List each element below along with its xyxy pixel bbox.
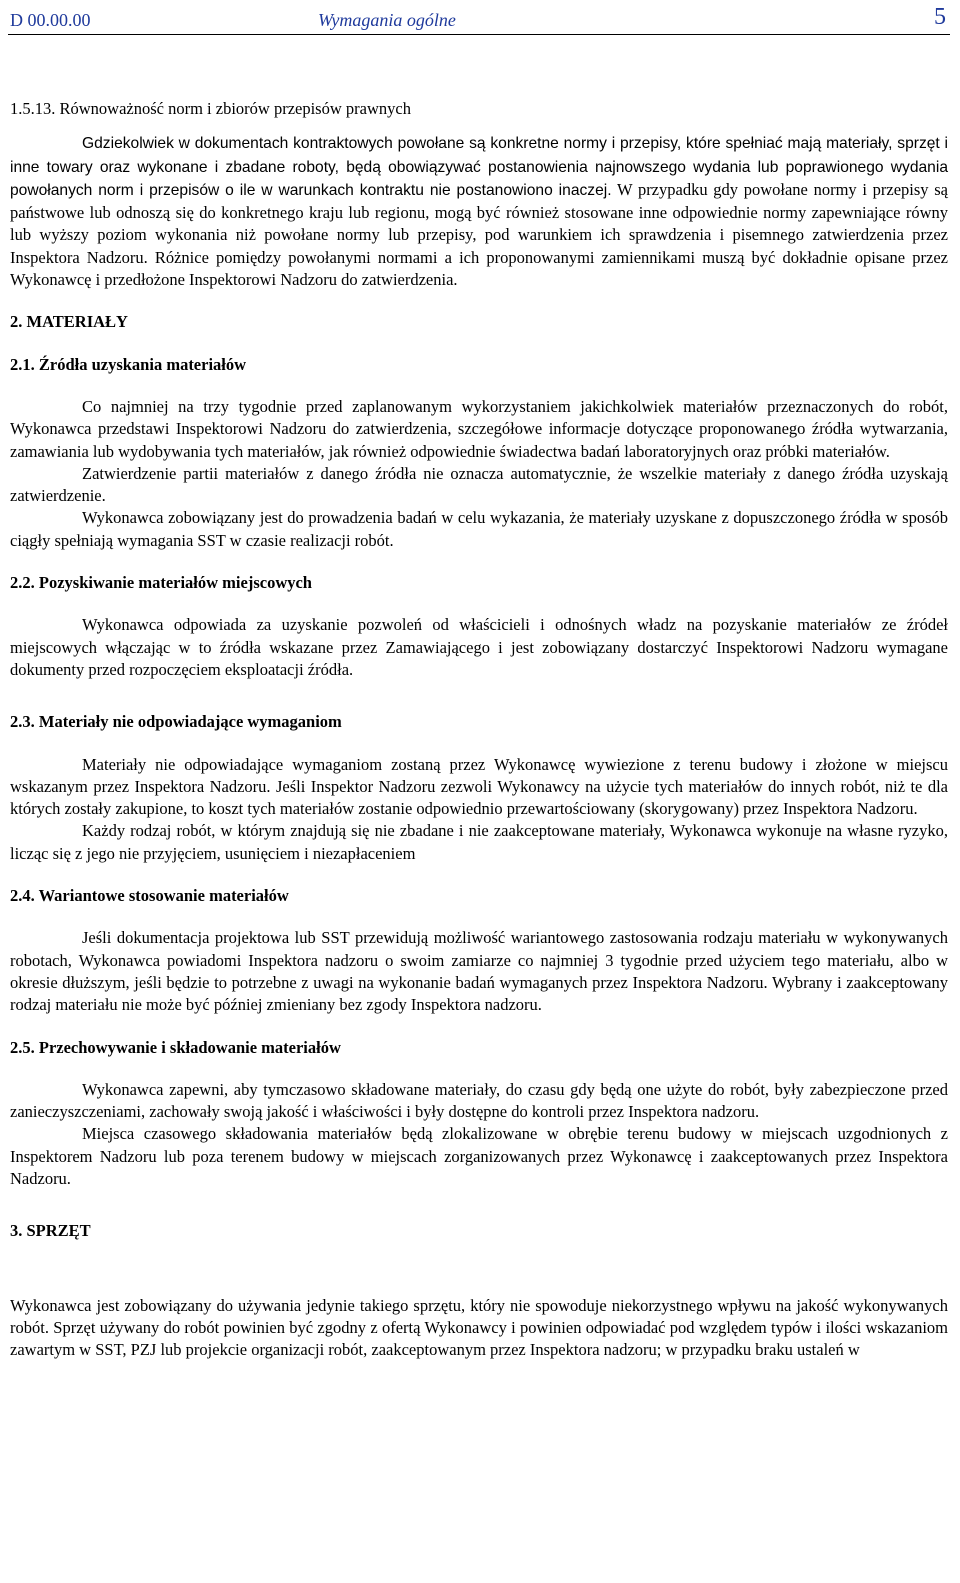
chapter-heading-materials: 2. MATERIAŁY: [10, 312, 128, 332]
section-heading-2-5: 2.5. Przechowywanie i składowanie materiałów: [10, 1037, 341, 1057]
page-number: 5: [934, 4, 946, 30]
section-heading-2-3: 2.3. Materiały nie odpowiadające wymaganiom: [10, 712, 342, 732]
paragraph: Zatwierdzenie partii materiałów z danego źródła nie oznacza automatycznie, że wszelkie materiały z danego źródła uzyskają zatwierdzenie.: [10, 463, 948, 506]
paragraph: Miejsca czasowego składowania materiałów będą zlokalizowane w obrębie terenu budowy w miejscach uzgodnionych z Inspektorem Nadzoru lub poza terenem budowy w miejscach zorganizowanych przez Wykonawcę i zaakceptowanych przez Inspektora Nadzoru.: [10, 1124, 948, 1188]
paragraph: Wykonawca zapewni, aby tymczasowo składowane materiały, do czasu gdy będą one użyte do robót, były zabezpieczone przed zanieczyszczeniami, zachowały swoją jakość i właściwości i były dostępne do kontroli przez Inspektora nadzoru.: [10, 1079, 948, 1122]
section-heading-2-1: 2.1. Źródła uzyskania materiałów: [10, 354, 247, 374]
running-header: [10, 4, 950, 36]
paragraph: Wykonawca jest zobowiązany do używania jedynie takiego sprzętu, który nie spowoduje niekorzystnego wpływu na jakość wykonywanych robót. Sprzęt używany do robót powinien być zgodny z ofertą Wykonawcy i powinien odpowiadać pod względem typów i ilości wskazaniom zawartym w SST, PZJ lub projekcie organizacji robót, zaakceptowanym przez Inspektora nadzoru; w przypadku braku ustaleń w: [10, 1295, 948, 1360]
header-divider: [8, 34, 950, 35]
section-heading-2-4: 2.4. Wariantowe stosowanie materiałów: [10, 886, 289, 906]
section-title: Równoważność norm i zbiorów przepisów prawnych: [59, 99, 411, 118]
paragraph: Każdy rodzaj robót, w którym znajdują się nie zbadane i nie zaakceptowane materiały, Wykonawca wykonuje na własne ryzyko, licząc się z jego nie przyjęciem, usunięciem i niezapłaceniem: [10, 821, 948, 863]
section-heading-2-2: 2.2. Pozyskiwanie materiałów miejscowych: [10, 573, 312, 593]
section-number: 1.5.13.: [10, 99, 56, 118]
document-title: Wymagania ogólne: [318, 10, 456, 30]
paragraph: Co najmniej na trzy tygodnie przed zaplanowanym wykorzystaniem jakichkolwiek materiałów przeznaczonych do robót, Wykonawca przedstawi Inspektorowi Nadzoru do zatwierdzenia, szczegółowe informacje dotyczące proponowanego źródła wytwarzania, zamawiania lub wydobywania tych materiałów, jak również odpowiednie świadectwa badań laboratoryjnych oraz próbki materiałów.: [10, 396, 948, 461]
section-heading-1-5-13: [10, 98, 948, 120]
document-body: [10, 98, 948, 1361]
paragraph: Jeśli dokumentacja projektowa lub SST przewidują możliwość wariantowego zastosowania rodzaju materiału w wykonywanych robotach, Wykonawca powiadomi Inspektora nadzoru o swoim zamiarze co najmniej 3 tygodnie przed użyciem tego materiału, albo w okresie dłuższym, jeśli będzie to potrzebne z uwagi na wykonanie badań wymaganych przez Inspektora Nadzoru. Wybrany i zaakceptowany rodzaj materiału nie może być później zmieniany bez zgody Inspektora nadzoru.: [10, 928, 948, 1015]
paragraph-sans-part: Gdziekolwiek w dokumentach kontraktowych powołane są konkretne normy i przepisy, które spełniać mają materiały, sprzęt i inne towary oraz wykonane i zbadane roboty, będą obowiązywać postanowienia najnowszego wydania lub poprawionego wydania powołanych norm i przepisów o ile w warunkach kontraktu nie postanowiono inaczej.: [10, 135, 948, 199]
paragraph: Wykonawca zobowiązany jest do prowadzenia badań w celu wykazania, że materiały uzyskane z dopuszczonego źródła w sposób ciągły spełniają wymagania SST w czasie realizacji robót.: [10, 508, 948, 550]
paragraph-serif-part: W przypadku gdy powołane normy i przepisy są państwowe lub odnoszą się do konkretnego kraju lub regionu, mogą być również stosowane inne odpowiednie normy zapewniające równy lub wyższy poziom wykonania niż powołane normy lub przepisy, pod warunkiem ich sprawdzenia i pisemnego zatwierdzenia przez Inspektora Nadzoru. Różnice pomiędzy powołanymi normami a ich proponowanymi zamiennikami muszą być dokładnie opisane przez Wykonawcę i przedłożone Inspektorowi Nadzoru do zatwierdzenia.: [10, 179, 948, 290]
paragraph: Materiały nie odpowiadające wymaganiom zostaną przez Wykonawcę wywiezione z terenu budowy i złożone w miejscu wskazanym przez Inspektora Nadzoru. Jeśli Inspektor Nadzoru zezwoli Wykonawcy na użycie tych materiałów do innych robót, niż te dla których zostały zakupione, to koszt tych materiałów zostanie odpowiednio przewartościowany (skorygowany) przez Inspektora Nadzoru.: [10, 754, 948, 819]
paragraph: [10, 132, 948, 291]
paragraph: Wykonawca odpowiada za uzyskanie pozwoleń od właścicieli i odnośnych władz na pozyskanie materiałów ze źródeł miejscowych włączając w to źródła wskazane przez Zamawiającego i jest zobowiązany dostarczyć Inspektorowi Nadzoru wymagane dokumenty przed rozpoczęciem eksploatacji źródła.: [10, 615, 948, 679]
document-code: D 00.00.00: [10, 10, 91, 30]
chapter-heading-equipment: 3. SPRZĘT: [10, 1221, 91, 1241]
